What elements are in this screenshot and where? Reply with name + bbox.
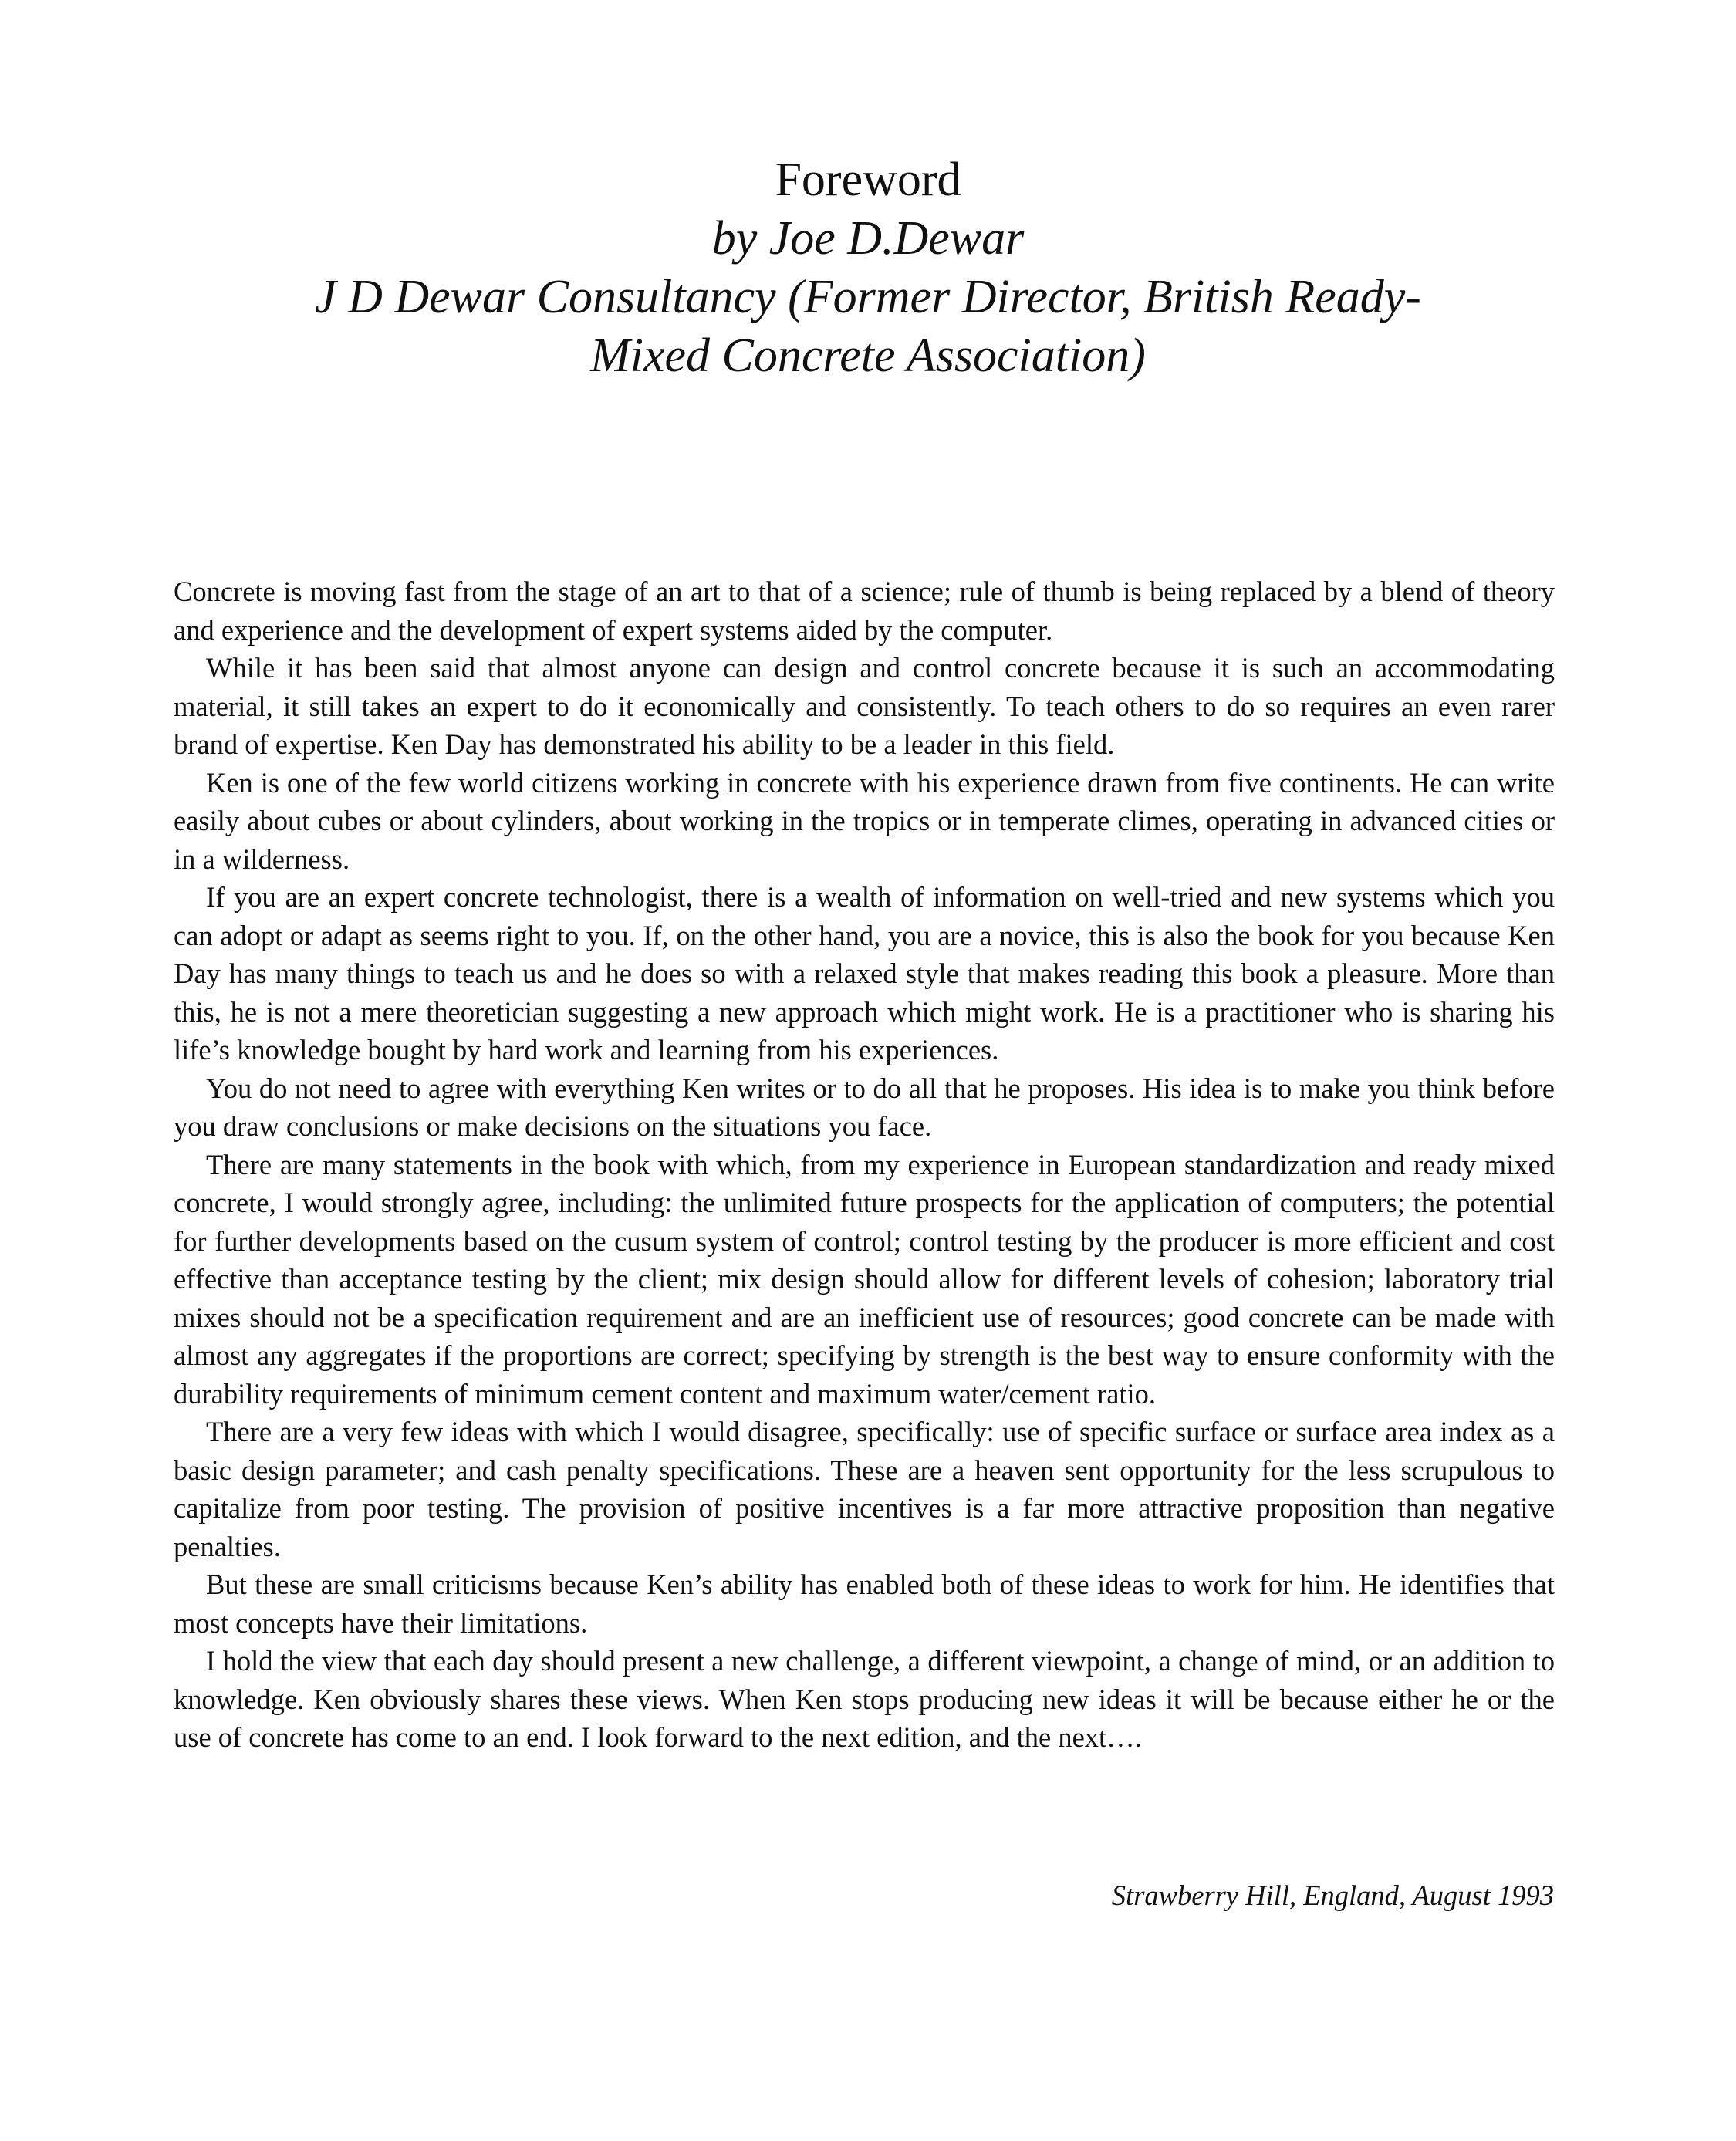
affiliation-line-1: J D Dewar Consultancy (Former Director, British Ready- — [315, 271, 1421, 323]
paragraph: There are many statements in the book with which, from my experience in European standardization and ready mixed concrete, I would strongly agree, including: the unlimited future prospects for the application of computers; the potential for further developments based on the cusum system of control; control testing by the producer is more efficient and cost effective than acceptance testing by the client; mix design should allow for different levels of cohesion; laboratory trial mixes should not be a specification requirement and are an inefficient use of resources; good concrete can be made with almost any aggregates if the proportions are correct; specifying by strength is the best way to ensure conformity with the durability requirements of minimum cement content and maximum water/cement ratio. — [174, 1148, 1555, 1410]
author-affiliation — [228, 268, 1508, 385]
paragraph: You do not need to agree with everything Ken writes or to do all that he proposes. His idea is to make you think before you draw conclusions or make decisions on the situations you face. — [174, 1072, 1555, 1142]
author-byline: by Joe D.Dewar — [711, 212, 1025, 265]
paragraph: I hold the view that each day should present a new challenge, a different viewpoint, a change of mind, or an addition to knowledge. Ken obviously shares these views. When Ken stops producing new ideas it will be because either he or the use of concrete has come to an end. I look forward to the next edition, and the next…. — [174, 1645, 1555, 1753]
page-title: Foreword — [775, 154, 961, 206]
paragraph: If you are an expert concrete technologist, there is a wealth of information on well-tried and new systems which you can adopt or adapt as seems right to you. If, on the other hand, you are a novice, this is also the book for you because Ken Day has many things to teach us and he does so with a relaxed style that makes reading this book a pleasure. More than this, he is not a mere theoretician suggesting a new approach which might work. He is a practitioner who is sharing his life’s knowledge bought by hard work and learning from his experiences. — [174, 881, 1555, 1065]
foreword-body — [174, 572, 1555, 1757]
paragraph: There are a very few ideas with which I would disagree, specifically: use of specific surface or surface area index as a basic design parameter; and cash penalty specifications. These are a heaven sent opportunity for the less scrupulous to capitalize from poor testing. The provision of positive incentives is a far more attractive proposition than negative penalties. — [174, 1416, 1555, 1562]
signoff-place-date: Strawberry Hill, England, August 1993 — [1111, 1879, 1554, 1911]
foreword-header — [174, 150, 1562, 385]
paragraph: While it has been said that almost anyone can design and control concrete because it is such an accommodating material, it still takes an expert to do it economically and consistently. To teach others to do so requires an even rarer brand of expertise. Ken Day has demonstrated his ability to be a leader in this field. — [174, 652, 1555, 760]
paragraph: Ken is one of the few world citizens working in concrete with his experience drawn from five continents. He can write easily about cubes or about cylinders, about working in the tropics or in temperate climes, operating in advanced cities or in a wilderness. — [174, 766, 1555, 875]
affiliation-line-2: Mixed Concrete Association) — [590, 329, 1146, 382]
paragraph: Concrete is moving fast from the stage of an art to that of a science; rule of thumb is being replaced by a blend of theory and experience and the development of expert systems aided by the computer. — [174, 576, 1555, 646]
paragraph: But these are small criticisms because Ken’s ability has enabled both of these ideas to work for him. He identifies that most concepts have their limitations. — [174, 1569, 1555, 1639]
